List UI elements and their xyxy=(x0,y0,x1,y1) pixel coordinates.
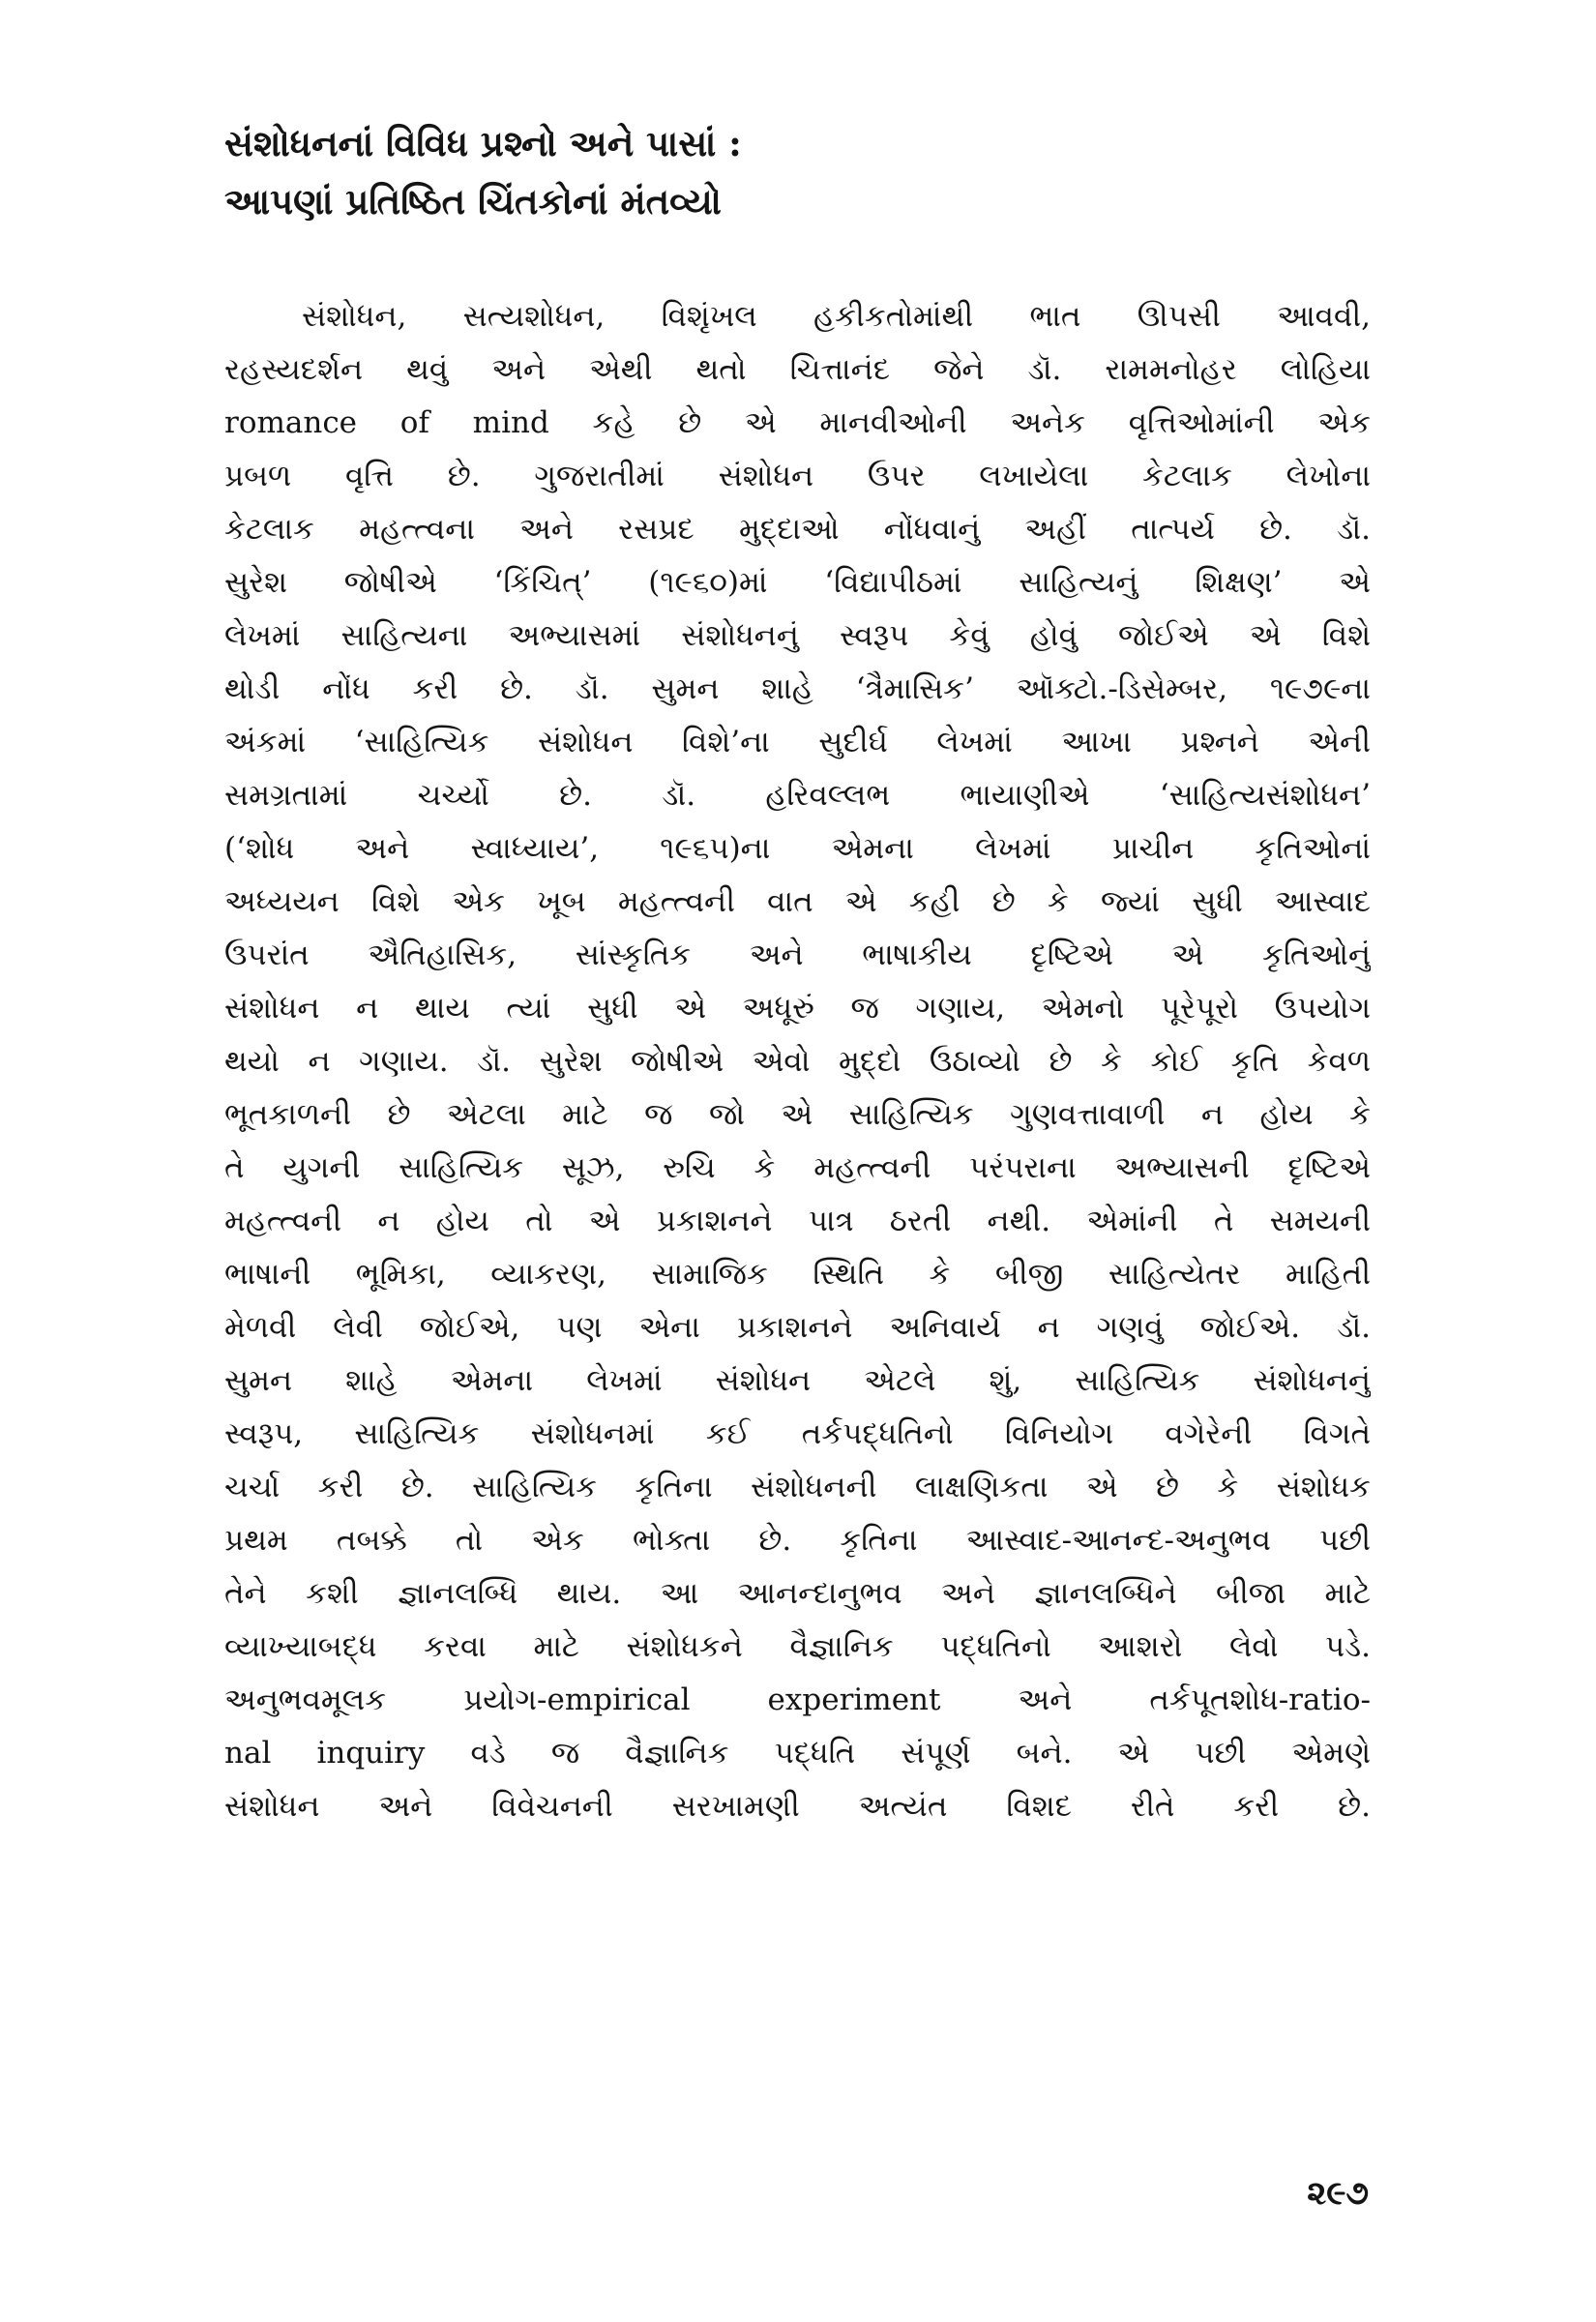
text-line: સંશોધન અને વિવેચનની સરખામણી અત્યંત વિશદ રીતે કરી છે. xyxy=(224,1789,1371,1824)
text-line: મેળવી લેવી જોઈએ, પણ એના પ્રકાશનને અનિવાર્ય ન ગણવું જોઈએ. ડૉ. xyxy=(224,1310,1371,1345)
text-line: સ્વરૂપ, સાહિત્યિક સંશોધનમાં કઈ તર્કપદ્ધતિનો વિનિયોગ વગેરેની વિગતે xyxy=(224,1416,1371,1451)
text-line: અનુભવમૂલક પ્રયોગ-empirical experiment અને તર્કપૂતશોધ-ratio- xyxy=(224,1682,1371,1717)
text-line: ચર્ચા કરી છે. સાહિત્યિક કૃતિના સંશોધનની લાક્ષણિકતા એ છે કે સંશોધક xyxy=(224,1470,1371,1504)
heading-line-2: આપણાં પ્રતિષ્ઠિત ચિંતકોનાં મંતવ્યો xyxy=(224,180,722,223)
text-line: અધ્યયન વિશે એક ખૂબ મહત્ત્વની વાત એ કહી છે કે જ્યાં સુધી આસ્વાદ xyxy=(224,884,1371,919)
text-line: પ્રથમ તબક્કે તો એક ભોક્તા છે. કૃતિના આસ્વાદ-આનન્દ-અનુભવ પછી xyxy=(224,1523,1371,1558)
text-line: nal inquiry વડે જ વૈજ્ઞાનિક પદ્ધતિ સંપૂર્ણ બને. એ પછી એમણે xyxy=(224,1736,1371,1771)
text-line: તે યુગની સાહિત્યિક સૂઝ, રુચિ કે મહત્ત્વની પરંપરાના અભ્યાસની દૃષ્ટિએ xyxy=(224,1150,1371,1185)
heading-line-1: સંશોધનનાં વિવિધ પ્રશ્નો અને પાસાં : xyxy=(224,122,742,164)
page-number: ૨૯૭ xyxy=(1307,2174,1369,2213)
text-line: સમગ્રતામાં ચર્ચ્યો છે. ડૉ. હરિવલ્લભ ભાયાણીએ ‘સાહિત્યસંશોધન’ xyxy=(224,778,1371,813)
text-line: romance of mind કહે છે એ માનવીઓની અનેક વૃત્તિઓમાંની એક xyxy=(224,405,1371,440)
text-line: અંકમાં ‘સાહિત્યિક સંશોધન વિશે’ના સુદીર્ઘ લેખમાં આખા પ્રશ્નને એની xyxy=(224,725,1371,759)
text-line: પ્રબળ વૃત્તિ છે. ગુજરાતીમાં સંશોધન ઉપર લખાયેલા કેટલાક લેખોના xyxy=(224,459,1371,493)
text-line: સંશોધન, સત્યશોધન, વિશૃંખલ હકીકતોમાંથી ભાત ઊપસી આવવી, xyxy=(302,299,1371,334)
text-line: તેને કશી જ્ઞાનલબ્ધિ થાય. આ આનન્દાનુભવ અને જ્ઞાનલબ્ધિને બીજા માટે xyxy=(224,1576,1371,1611)
body-paragraph xyxy=(224,290,1371,1833)
text-line: (‘શોધ અને સ્વાધ્યાય’, ૧૯૬૫)ના એમના લેખમાં પ્રાચીન કૃતિઓનાં xyxy=(224,831,1371,866)
text-line: થોડી નોંધ કરી છે. ડૉ. સુમન શાહે ‘ત્રૈમાસિક’ ઑક્ટો.-ડિસેમ્બર, ૧૯૭૯ના xyxy=(224,671,1371,706)
text-line: થયો ન ગણાય. ડૉ. સુરેશ જોષીએ એવો મુદ્દો ઉઠાવ્યો છે કે કોઈ કૃતિ કેવળ xyxy=(224,1044,1371,1079)
text-line: ઉપરાંત ઐતિહાસિક, સાંસ્કૃતિક અને ભાષાકીય દૃષ્ટિએ એ કૃતિઓનું xyxy=(224,938,1371,972)
text-line: ભૂતકાળની છે એટલા માટે જ જો એ સાહિત્યિક ગુણવત્તાવાળી ન હોય કે xyxy=(224,1097,1371,1132)
text-line: ભાષાની ભૂમિકા, વ્યાકરણ, સામાજિક સ્થિતિ કે બીજી સાહિત્યેતર માહિતી xyxy=(224,1257,1371,1292)
text-line: રહસ્યદર્શન થવું અને એથી થતો ચિત્તાનંદ જેને ડૉ. રામમનોહર લોહિયા xyxy=(224,352,1371,387)
text-line: સુરેશ જોષીએ ‘કિંચિત્’ (૧૯૬૦)માં ‘વિદ્યાપીઠમાં સાહિત્યનું શિક્ષણ’ એ xyxy=(224,565,1371,600)
text-line: સંશોધન ન થાય ત્યાં સુધી એ અધૂરું જ ગણાય, એમનો પૂરેપૂરો ઉપયોગ xyxy=(224,991,1371,1026)
text-line: મહત્ત્વની ન હોય તો એ પ્રકાશનને પાત્ર ઠરતી નથી. એમાંની તે સમયની xyxy=(224,1204,1371,1238)
text-line: કેટલાક મહત્ત્વના અને રસપ્રદ મુદ્દાઓ નોંધવાનું અહીં તાત્પર્ય છે. ડૉ. xyxy=(224,512,1371,547)
chapter-heading xyxy=(224,114,1385,230)
text-line: લેખમાં સાહિત્યના અભ્યાસમાં સંશોધનનું સ્વરૂપ કેવું હોવું જોઈએ એ વિશે xyxy=(224,618,1371,653)
text-line: સુમન શાહે એમના લેખમાં સંશોધન એટલે શું, સાહિત્યિક સંશોધનનું xyxy=(224,1363,1371,1398)
text-line: વ્યાખ્યાબદ્ધ કરવા માટે સંશોધકને વૈજ્ઞાનિક પદ્ધતિનો આશરો લેવો પડે. xyxy=(224,1629,1371,1664)
